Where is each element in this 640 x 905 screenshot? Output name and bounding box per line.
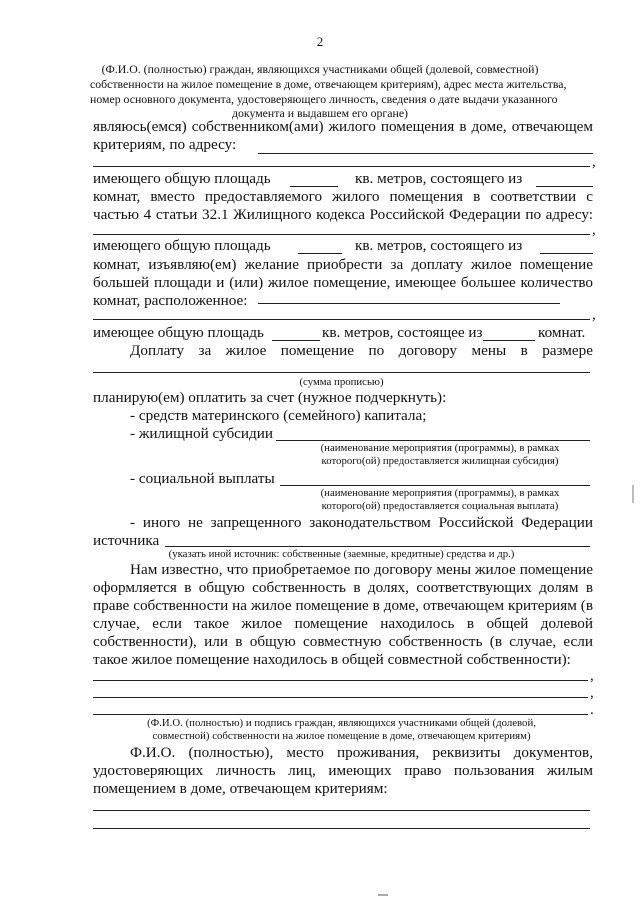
- owners-line-3: [93, 714, 588, 715]
- residents-line-1: [93, 810, 590, 811]
- area-blank-1: [290, 186, 338, 187]
- p1-line-1: являюсь(емся) собственником(ами) жилого помещения в доме, отвечающем: [93, 118, 593, 135]
- p4-line-1: Ф.И.О. (полностью), место проживания, реквизиты документов,: [130, 744, 593, 761]
- p1-line-4: комнат, вместо предоставляемого жилого помещения в соответствии с: [93, 188, 593, 205]
- sum-line: [93, 372, 590, 373]
- caption-subsidy-1: (наименование мероприятия (программы), в рамках: [320, 442, 560, 454]
- address-line-2: [93, 166, 590, 167]
- caption-sum: (сумма прописью): [299, 376, 384, 388]
- comma-mark: ,: [590, 668, 594, 684]
- p1-line-7: комнат, изъявляю(ем) желание приобрести за доплату жилое помещение: [93, 256, 593, 273]
- p1-line-9: комнат, расположенное:: [93, 292, 248, 309]
- p1-line-6: имеющего общую площадь: [93, 237, 271, 254]
- p1-line-10c: комнат.: [538, 324, 586, 341]
- comma-mark: ,: [592, 307, 596, 323]
- p1-line-6b: кв. метров, состоящего из: [355, 237, 523, 254]
- p3-line-6: такое жилое помещение находилось в общей совместной собственности):: [93, 651, 571, 668]
- subsidy-line: [276, 440, 590, 441]
- signature-caption-1: (Ф.И.О. (полностью) и подпись граждан, являющихся участниками общей (долевой,: [147, 717, 536, 729]
- p2-line-2: планирую(ем) оплатить за счет (нужное подчеркнуть):: [93, 389, 447, 406]
- residents-line-2: [93, 828, 590, 829]
- p4-line-3: помещением в доме, отвечающем критериям:: [93, 780, 388, 797]
- scan-bottom-mark: [378, 894, 388, 896]
- p4-line-2: удостоверяющих личность лиц, имеющих право пользования жилым: [93, 762, 593, 779]
- header-note-line-4: документа и выдавшем его органе): [232, 106, 408, 120]
- comma-mark: ,: [590, 685, 594, 701]
- p1-line-8: большей площади и (или) жилое помещение, имеющее большее количество: [93, 274, 593, 291]
- owners-line-2: [93, 697, 588, 698]
- option-other-source-2: источника: [93, 532, 160, 549]
- rooms-blank-3: [483, 340, 535, 341]
- header-note-line-2: собственности на жилое помещение в доме, отвечающем критериям), адрес места жительства,: [90, 77, 567, 91]
- p3-line-2: оформляется в общую собственность в долях, соответствующих долям в: [93, 579, 593, 596]
- p1-line-5: частью 4 статьи 32.1 Жилищного кодекса Российской Федерации по адресу:: [93, 206, 593, 223]
- header-note-line-1: (Ф.И.О. (полностью) граждан, являющихся участниками общей (долевой, совместной): [101, 62, 539, 76]
- area-blank-3: [272, 340, 320, 341]
- p2-line-1: Доплату за жилое помещение по договору мены в размере: [130, 342, 593, 359]
- location-line-2: [93, 319, 590, 320]
- comma-mark: ,: [592, 222, 596, 238]
- page-number: 2: [316, 34, 324, 49]
- other-source-line: [165, 546, 590, 547]
- caption-social-1: (наименование мероприятия (программы), в рамках: [320, 487, 560, 499]
- period-mark: .: [590, 702, 594, 718]
- scan-edge-mark: [632, 485, 634, 503]
- rooms-blank-1: [536, 186, 593, 187]
- social-line: [280, 485, 590, 486]
- p3-line-1: Нам известно, что приобретаемое по договору мены жилое помещение: [130, 561, 593, 578]
- option-social-payment: - социальной выплаты: [130, 470, 275, 487]
- signature-caption-2: совместной) собственности на жилое помещение в доме, отвечающем критериям): [152, 730, 531, 742]
- comma-mark: ,: [592, 154, 596, 170]
- p3-line-4: случае, если такое жилое помещение находилось в общей долевой: [93, 615, 593, 632]
- p1-line-10: имеющее общую площадь: [93, 324, 264, 341]
- option-other-source: - иного не запрещенного законодательством Российской Федерации: [130, 514, 593, 531]
- address-line-1: [258, 153, 593, 154]
- address-line-3: [93, 234, 590, 235]
- rooms-blank-2: [540, 253, 593, 254]
- p3-line-5: собственности), или в общую совместную собственность (в случае, если: [93, 633, 593, 650]
- caption-subsidy-2: которого(ой) предоставляется жилищная субсидия): [321, 455, 559, 467]
- p1-line-3b: кв. метров, состоящего из: [355, 170, 523, 187]
- option-maternity-capital: - средств материнского (семейного) капитала;: [130, 407, 427, 424]
- p1-line-2: критериям, по адресу:: [93, 136, 237, 153]
- option-housing-subsidy: - жилищной субсидии: [130, 425, 274, 442]
- owners-line-1: [93, 680, 588, 681]
- header-note-line-3: номер основного документа, удостоверяющего личность, сведения о дате выдачи указанного: [90, 92, 558, 106]
- p3-line-3: праве собственности на жилое помещение в доме, отвечающем критериям (в: [93, 597, 593, 614]
- caption-other: (указать иной источник: собственные (заемные, кредитные) средства и др.): [168, 548, 515, 560]
- p1-line-10b: кв. метров, состоящее из: [322, 324, 483, 341]
- location-line-1: [258, 303, 560, 304]
- area-blank-2: [298, 253, 342, 254]
- p1-line-3: имеющего общую площадь: [93, 170, 271, 187]
- caption-social-2: которого(ой) предоставляется социальная выплата): [321, 500, 559, 512]
